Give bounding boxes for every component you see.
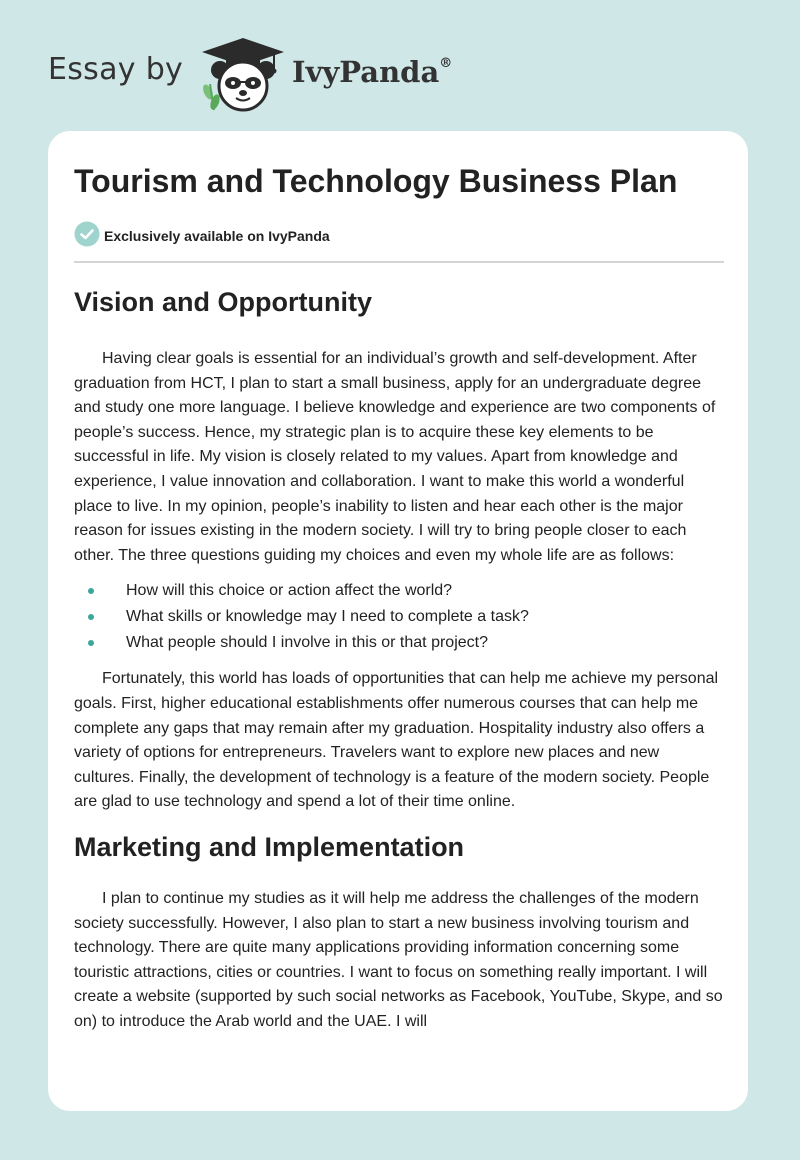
page-title: Tourism and Technology Business Plan (74, 163, 678, 199)
bullet-dot (88, 640, 94, 646)
section-heading-vision: Vision and Opportunity (74, 287, 373, 317)
list-item-text: How will this choice or action affect the world? (126, 582, 453, 600)
bullet-dot (88, 614, 94, 620)
paragraph: Having clear goals is essential for an individual’s growth and self-development. After graduation from HCT, I plan to start a small business, apply for an undergraduate degree and study one more language. I believe knowledge and experience are two components of people’s success. Hence, my strategic plan is to acquire these key elements to be successful in life. My vision is closely related to my values. Apart from knowledge and experience, I value innovation and collaboration. I want to make this world a wonderful place to live. In my opinion, people’s inability to listen and hear each other is the major reason for issues existing in the modern society. I will try to bring people closer to each other. The three questions guiding my choices and even my whole life are as follows: (74, 350, 716, 564)
panda-graduate-icon (200, 36, 286, 117)
badge-text: Exclusively available on IvyPanda (104, 228, 330, 244)
question-list (74, 578, 724, 656)
brand-header (48, 34, 468, 112)
list-item (74, 630, 724, 656)
list-item-text: What people should I involve in this or that project? (126, 634, 488, 652)
brand-prefix: Essay by (48, 52, 184, 87)
paragraph: Fortunately, this world has loads of opportunities that can help me achieve my personal goals. First, higher educational establishments offer numerous courses that can help me complete any gaps that may remain after my graduation. Hospitality industry also offers a variety of options for entrepreneurs. Travelers want to explore new places and new cultures. Finally, the development of technology is a feature of the modern society. People are glad to use technology and spend a lot of their time online. (74, 670, 719, 811)
list-item-text: What skills or knowledge may I need to complete a task? (126, 608, 529, 626)
essay-content (74, 281, 724, 1035)
bullet-dot (88, 588, 94, 594)
brand-name (292, 55, 452, 89)
paragraph: I plan to continue my studies as it will help me address the challenges of the modern society successfully. However, I also plan to start a new business involving tourism and technology. There are quite many applications providing information concerning some touristic attractions, cities or countries. I want to focus on something really important. I will create a website (supported by such social networks as Facebook, YouTube, Skype, and so on) to introduce the Arab world and the UAE. I will (74, 890, 723, 1031)
list-item (74, 604, 724, 630)
title-divider (74, 261, 724, 263)
list-item (74, 578, 724, 604)
registered-mark: ® (439, 56, 453, 72)
exclusive-badge (74, 221, 474, 249)
brand-name-text: IvyPanda (292, 55, 440, 89)
check-circle-icon (74, 221, 100, 252)
section-heading-marketing: Marketing and Implementation (74, 832, 465, 862)
essay-card (48, 131, 748, 1111)
